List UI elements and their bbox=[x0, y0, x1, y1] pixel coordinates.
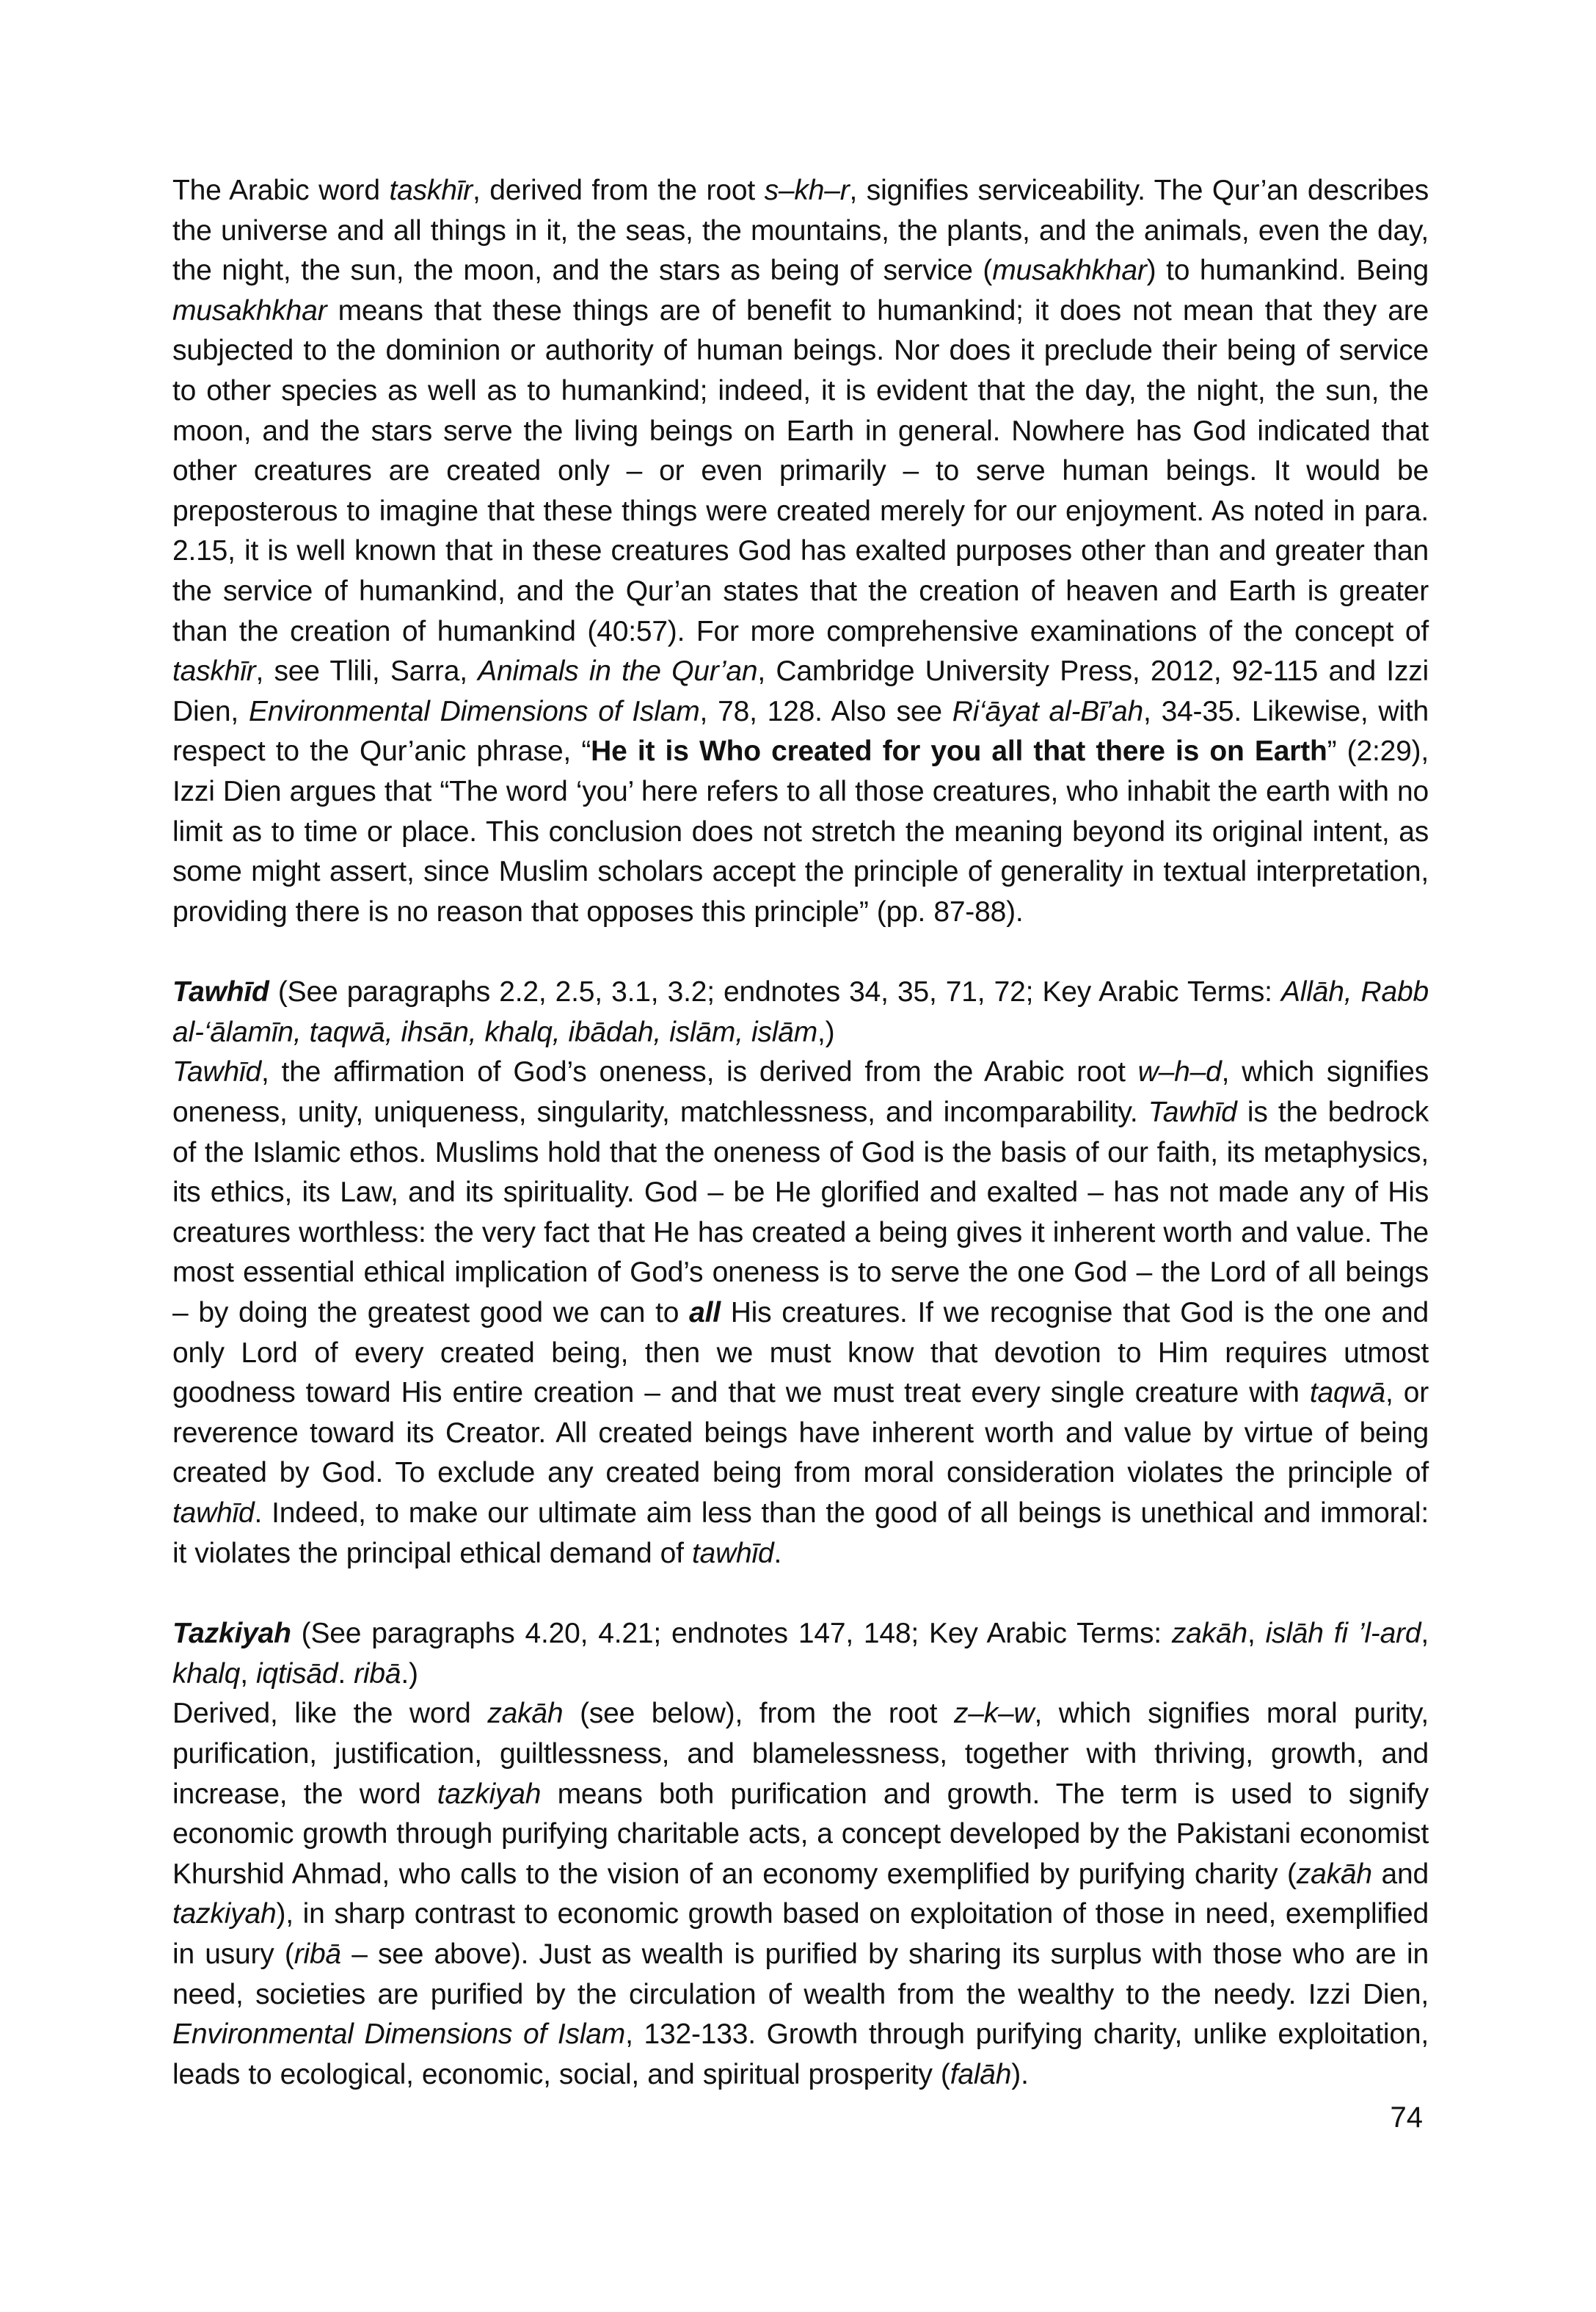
page-number: 74 bbox=[1390, 2101, 1423, 2134]
tazkiyah-paragraph: Derived, like the word zakāh (see below), from the root z–k–w, which signifies moral purity, purification, justification, guiltlessness, and blamelessness, together with thriving, growth, and increase, the word tazkiyah means both purification and growth. The term is used to signify economic growth through purifying charitable acts, a concept developed by the Pakistani economist Khurshid Ahmad, who calls to the vision of an economy exemplified by purifying charity (zakāh and tazkiyah), in sharp contrast to economic growth based on exploitation of those in need, exemplified in usury (ribā – see above). Just as wealth is purified by sharing its surplus with those who are in need, societies are purified by the circulation of wealth from the wealthy to the needy. Izzi Dien, Environmental Dimensions of Islam, 132-133. Growth through purifying charity, unlike exploitation, leads to ecological, economic, social, and spiritual prosperity (falāh). bbox=[172, 1698, 1429, 2090]
tawhid-entry bbox=[172, 973, 1429, 1574]
tazkiyah-heading: Tazkiyah (See paragraphs 4.20, 4.21; endnotes 147, 148; Key Arabic Terms: zakāh, islāh fi ’l-ard, khalq, iqtisād. ribā.) bbox=[172, 1618, 1429, 1690]
tawhid-heading: Tawhīd (See paragraphs 2.2, 2.5, 3.1, 3.2; endnotes 34, 35, 71, 72; Key Arabic Terms: Allāh, Rabb al-‘ālamīn, taqwā, ihsān, khalq, ibādah, islām, islām,) bbox=[172, 976, 1429, 1048]
tazkiyah-entry bbox=[172, 1614, 1429, 2095]
tawhid-paragraph: Tawhīd, the affirmation of God’s oneness, is derived from the Arabic root w–h–d, which signifies oneness, unity, uniqueness, singularity, matchlessness, and incomparability. Tawhīd is the bedrock of the Islamic ethos. Muslims hold that the oneness of God is the basis of our faith, its metaphysics, its ethics, its Law, and its spirituality. God – be He glorified and exalted – has not made any of His creatures worthless: the very fact that He has created a being gives it inherent worth and value. The most essential ethical implication of God’s oneness is to serve the one God – the Lord of all beings – by doing the greatest good we can to all His creatures. If we recognise that God is the one and only Lord of every created being, then we must know that devotion to Him requires utmost goodness toward His entire creation – and that we must treat every single creature with taqwā, or reverence toward its Creator. All created beings have inherent worth and value by virtue of being created by God. To exclude any created being from moral consideration violates the principle of tawhīd. Indeed, to make our ultimate aim less than the good of all beings is unethical and immoral: it violates the principal ethical demand of tawhīd. bbox=[172, 1056, 1429, 1569]
taskhir-paragraph: The Arabic word taskhīr, derived from the root s–kh–r, signifies serviceability. The Qur’an describes the universe and all things in it, the seas, the mountains, the plants, and the animals, even the day, the night, the sun, the moon, and the stars as being of service (musakhkhar) to humankind. Being musakhkhar means that these things are of benefit to humankind; it does not mean that they are subjected to the dominion or authority of human beings. Nor does it preclude their being of service to other species as well as to humankind; indeed, it is evident that the day, the night, the sun, the moon, and the stars serve the living beings on Earth in general. Nowhere has God indicated that other creatures are created only – or even primarily – to serve human beings. It would be preposterous to imagine that these things were created merely for our enjoyment. As noted in para. 2.15, it is well known that in these creatures God has exalted purposes other than and greater than the service of humankind, and the Qur’an states that the creation of heaven and Earth is greater than the creation of humankind (40:57). For more comprehensive examinations of the concept of taskhīr, see Tlili, Sarra, Animals in the Qur’an, Cambridge University Press, 2012, 92-115 and Izzi Dien, Environmental Dimensions of Islam, 78, 128. Also see Ri‘āyat al-Bī’ah, 34-35. Likewise, with respect to the Qur’anic phrase, “He it is Who created for you all that there is on Earth” (2:29), Izzi Dien argues that “The word ‘you’ here refers to all those creatures, who inhabit the earth with no limit as to time or place. This conclusion does not stretch the meaning beyond its original intent, as some might assert, since Muslim scholars accept the principle of generality in textual interpretation, providing there is no reason that opposes this principle” (pp. 87-88). bbox=[172, 175, 1429, 928]
